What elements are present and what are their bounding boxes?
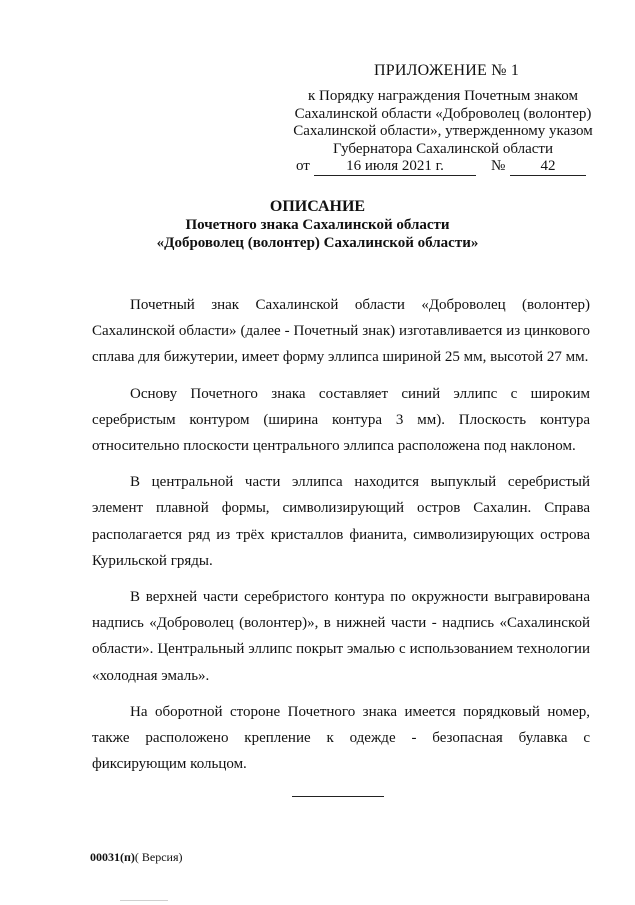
- scan-mark: [120, 900, 168, 901]
- footer-code: [90, 850, 183, 865]
- decree-date-row: [294, 158, 594, 178]
- document-body: [92, 292, 590, 787]
- number-label: №: [491, 158, 506, 174]
- subtitle-line: «Доброволец (волонтер) Сахалинской области»: [156, 235, 479, 251]
- appendix-line: Сахалинской области», утвержденному указом: [293, 123, 593, 139]
- end-divider: [292, 796, 384, 797]
- body-paragraph: Основу Почетного знака составляет синий эллипс с широким серебристым контуром (ширина контура 3 мм). Плоскость контура относительно плоскости центрального эллипса расположена под наклоном.: [92, 385, 590, 455]
- subtitle-line: Почетного знака Сахалинской области: [185, 217, 450, 233]
- version-label: ( Версия): [134, 850, 183, 864]
- body-paragraph: На оборотной стороне Почетного знака имеется порядковый номер, также расположено крепление к одежде - безопасная булавка с фиксирующим кольцом.: [92, 703, 590, 773]
- appendix-reference: [280, 88, 606, 158]
- decree-date: 16 июля 2021 г.: [314, 158, 476, 176]
- body-paragraph: В центральной части эллипса находится выпуклый серебристый элемент плавной формы, символизирующий остров Сахалин. Справа располагается ряд из трёх кристаллов фианита, символизирующих острова Курильской гряды.: [92, 474, 590, 569]
- document-subtitle: [0, 216, 635, 252]
- appendix-line: Губернатора Сахалинской области: [333, 140, 553, 157]
- decree-number: 42: [510, 158, 586, 176]
- appendix-line: Сахалинской области «Доброволец (волонтер): [294, 105, 592, 122]
- document-title: ОПИСАНИЕ: [269, 198, 366, 215]
- document-code: 00031(п): [90, 850, 135, 864]
- appendix-line: к Порядку награждения Почетным знаком: [308, 88, 578, 104]
- appendix-title: ПРИЛОЖЕНИЕ № 1: [374, 62, 520, 79]
- date-from-label: от: [296, 158, 310, 174]
- body-paragraph: В верхней части серебристого контура по окружности выгравирована надпись «Доброволец (волонтер)», в нижней части - надпись «Сахалинской области». Центральный эллипс покрыт эмалью с использованием технологии «холодная эмаль».: [92, 589, 590, 684]
- body-paragraph: Почетный знак Сахалинской области «Доброволец (волонтер) Сахалинской области» (далее - Почетный знак) изготавливается из цинкового сплава для бижутерии, имеет форму эллипса шириной 25 мм, высотой 27 мм.: [92, 297, 590, 366]
